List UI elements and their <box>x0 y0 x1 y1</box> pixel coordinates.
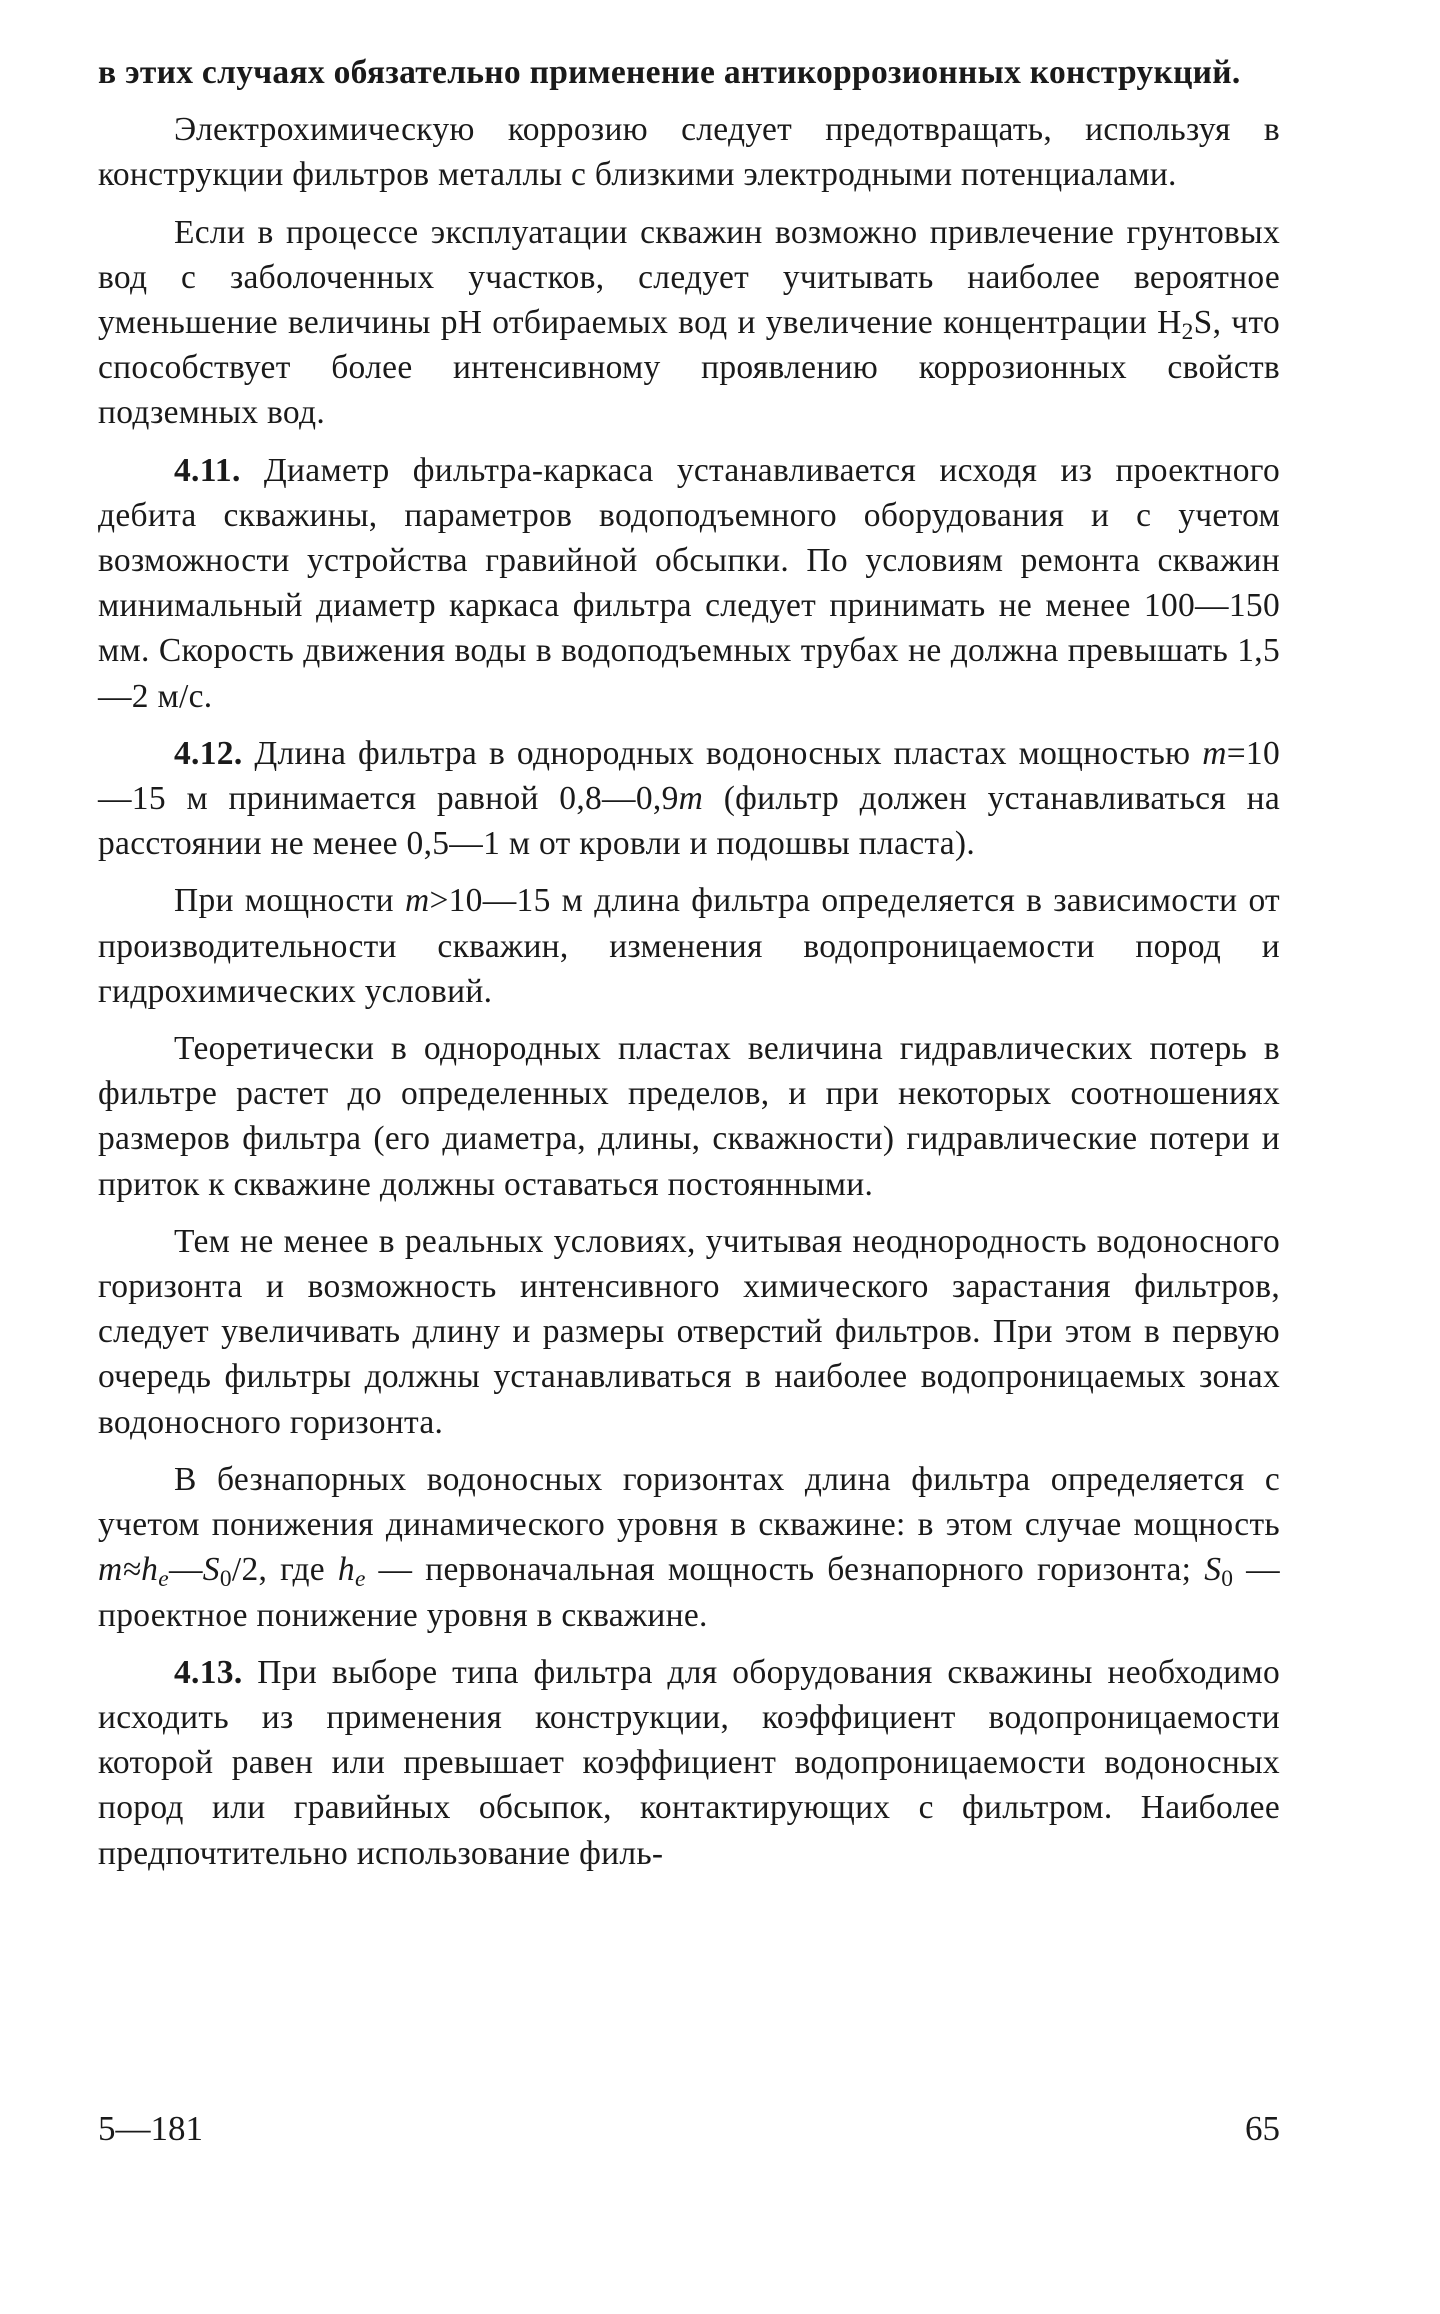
math-variable: m <box>404 882 430 920</box>
paragraph-text: =10—15 м принимается равной 0,8—0,9 <box>98 734 1280 818</box>
section-number: 4.12. <box>174 734 243 772</box>
math-variable: m <box>678 780 704 818</box>
paragraph-text: в этих случаях обязательно применение антикоррозионных конструкций. <box>98 54 1241 91</box>
paragraph-6 <box>98 1026 1280 1207</box>
subscript: e <box>158 1566 169 1593</box>
paragraph-text: — <box>168 1551 203 1589</box>
paragraph-7 <box>98 1219 1280 1445</box>
math-variable: m <box>1202 734 1227 772</box>
paragraph-text: В безнапорных водоносных горизонтах длина фильтра определяется с учетом понижения динамического уровня в скважине: в этом случае мощность <box>98 1460 1280 1544</box>
paragraph-2 <box>98 210 1280 436</box>
paragraph-8 <box>98 1457 1280 1638</box>
paragraph-text: Теоретически в однородных пластах величина гидравлических потерь в фильтре растет до определенных пределов, и при некоторых соотношениях размеров фильтра (его диаметра, длины, скважности) гидравлические потери и приток к скважине должны оставаться постоянными. <box>98 1030 1280 1203</box>
paragraph-5 <box>98 878 1280 1014</box>
signature-mark: 5—181 <box>98 2109 203 2148</box>
paragraph-1 <box>98 107 1280 197</box>
section-number: 4.11. <box>174 451 241 489</box>
subscript: 0 <box>1221 1566 1234 1593</box>
paragraph-4-11 <box>98 448 1280 719</box>
paragraph-text: Тем не менее в реальных условиях, учитывая неоднородность водоносного горизонта и возможность интенсивного химического зарастания фильтров, следует увеличивать длину и размеры отверстий фильтров. При этом в первую очередь фильтры должны устанавливаться в наиболее водопроницаемых зонах водоносного горизонта. <box>98 1222 1280 1441</box>
math-variable: h <box>337 1551 355 1589</box>
paragraph-text: Длина фильтра в однородных водоносных пластах мощностью <box>242 734 1203 772</box>
paragraph-text: Если в процессе эксплуатации скважин возможно привлечение грунтовых вод с заболоченных участков, следует учитывать наиболее вероятное уменьшение величины pH отбираемых вод и увеличение концентрации H <box>98 213 1280 342</box>
paragraph-text: S, что способствует более интенсивному проявлению коррозионных свойств подземных вод. <box>98 304 1280 432</box>
paragraph-text: /2, где <box>231 1551 338 1589</box>
paragraph-text: Диаметр фильтра-каркаса устанавливается исходя из проектного дебита скважины, параметров водоподъемного оборудования и с учетом возможности устройства гравийной обсыпки. По условиям ремонта скважин минимальный диаметр каркаса фильтра следует принимать не менее 100—150 мм. Скорость движения воды в водоподъемных трубах не должна превышать 1,5—2 м/с. <box>98 451 1280 715</box>
paragraph-text: — первоначальная мощность безнапорного горизонта; <box>365 1551 1205 1589</box>
subscript: 2 <box>1181 318 1194 345</box>
page-number: 65 <box>1245 2109 1280 2148</box>
page-body <box>98 50 1280 1888</box>
math-variable: S <box>1204 1551 1222 1589</box>
math-variable: S <box>202 1551 220 1589</box>
paragraph-text: При мощности <box>174 882 405 920</box>
paragraph-text: — проектное понижение уровня в скважине. <box>98 1551 1280 1634</box>
subscript: e <box>354 1566 366 1593</box>
math-variable: m≈h <box>98 1551 159 1589</box>
paragraph-4-12 <box>98 731 1280 867</box>
paragraph-0 <box>98 50 1280 95</box>
section-number: 4.13. <box>174 1653 243 1691</box>
paragraph-text: >10—15 м длина фильтра определяется в зависимости от производительности скважин, изменения водопроницаемости пород и гидрохимических условий. <box>98 882 1280 1010</box>
paragraph-text: (фильтр должен устанавливаться на расстоянии не менее 0,5—1 м от кровли и подошвы пласта). <box>98 780 1280 863</box>
paragraph-text: Электрохимическую коррозию следует предотвращать, используя в конструкции фильтров металлы с близкими электродными потенциалами. <box>98 111 1280 194</box>
paragraph-4-13 <box>98 1650 1280 1876</box>
page-footer <box>98 2107 1280 2151</box>
subscript: 0 <box>219 1566 232 1593</box>
paragraph-text: При выборе типа фильтра для оборудования скважины необходимо исходить из применения конструкции, коэффициент водопроницаемости которой равен или превышает коэффициент водопроницаемости водоносных пород или гравийных обсыпок, контактирующих с фильтром. Наиболее предпочтительно использование филь- <box>98 1653 1280 1872</box>
